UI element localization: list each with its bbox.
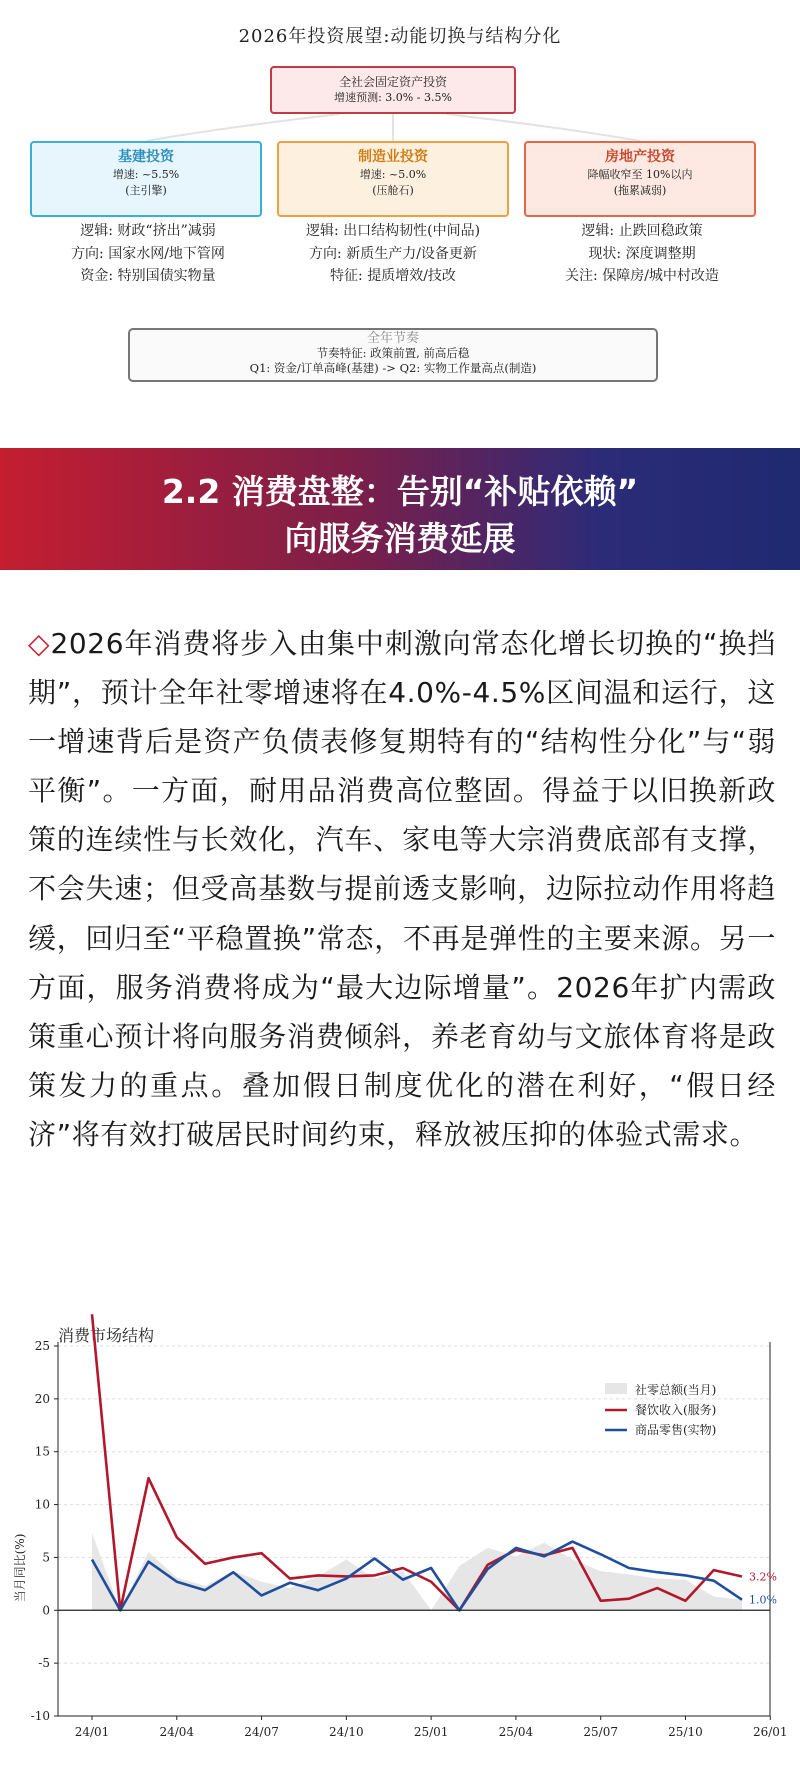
x-tick-label: 24/07 — [244, 1725, 279, 1739]
diagram-title: 2026年投资展望:动能切换与结构分化 — [238, 26, 562, 47]
x-tick-label: 25/10 — [668, 1725, 703, 1739]
total-investment-box — [270, 66, 516, 114]
x-tick-label: 24/10 — [329, 1725, 364, 1739]
infrastructure-role: (主引擎) — [125, 184, 167, 197]
x-tick-label: 26/01 — [752, 1725, 788, 1739]
note-line: 方向: 国家水网/地下管网 — [71, 245, 225, 262]
y-tick-label: 20 — [34, 1391, 50, 1406]
note-line: 逻辑: 出口结构韧性(中间品) — [305, 223, 481, 239]
total-investment-title: 全社会固定资产投资 — [338, 75, 447, 89]
manufacturing-notes — [263, 220, 523, 288]
infrastructure-growth: 增速: ~5.5% — [112, 168, 180, 181]
real-estate-title: 房地产投资 — [605, 149, 675, 165]
section-banner — [0, 448, 800, 570]
real-estate-notes — [512, 220, 772, 288]
chart-legend — [605, 1382, 716, 1437]
real-estate-box — [524, 141, 756, 217]
real-estate-role: (拖累减弱) — [613, 184, 667, 197]
note-line: 特征: 提质增效/技改 — [330, 268, 456, 284]
note-line: 现状: 深度调整期 — [588, 245, 696, 262]
y-tick-label: -10 — [30, 1709, 50, 1723]
body-paragraph — [28, 619, 776, 1159]
infrastructure-title: 基建投资 — [118, 149, 174, 165]
body-paragraph-text: 2026年消费将步入由集中刺激向常态化增长切换的“换挡期”，预计全年社零增速将在4.0%-4.5%区间温和运行，这一增速背后是资产负债表修复期特有的“结构性分化”与“弱平衡”。一方面，耐用品消费高位整固。得益于以旧换新政策的连续性与长效化，汽车、家电等大宗消费底部有支撑，不会失速；但受高基数与提前透支影响，边际拉动作用将趋缓，回归至“平稳置换”常态，不再是弹性的主要来源。另一方面，服务消费将成为“最大边际增量”。2026年扩内需政策重心预计将向服务消费倾斜，养老育幼与文旅体育将是政策发力的重点。叠加假日制度优化的潜在利好，“假日经济”将有效打破居民时间约束，释放被压抑的体验式需求。 — [28, 627, 776, 1151]
y-tick-label: 10 — [34, 1497, 50, 1512]
diamond-bullet-icon: ◇ — [28, 627, 51, 660]
chart-end-labels — [749, 1570, 777, 1606]
y-tick-label: 15 — [34, 1444, 50, 1459]
end-value-label: 1.0% — [749, 1593, 777, 1607]
manufacturing-growth: 增速: ~5.0% — [359, 168, 427, 181]
x-tick-label: 25/07 — [583, 1725, 618, 1739]
legend-label: 商品零售(实物) — [635, 1423, 717, 1437]
infrastructure-box — [30, 141, 262, 217]
y-tick-label: 5 — [42, 1550, 50, 1565]
real-estate-growth: 降幅收窄至 10%以内 — [587, 168, 693, 181]
note-line: 方向: 新质生产力/设备更新 — [309, 245, 477, 262]
y-tick-label: 25 — [34, 1339, 50, 1353]
note-line: 逻辑: 财政“挤出”减弱 — [80, 223, 216, 239]
chart-grid — [58, 1346, 770, 1716]
annual-rhythm-feature: 节奏特征: 政策前置, 前高后稳 — [316, 346, 470, 360]
annual-rhythm-title: 全年节奏 — [366, 331, 419, 346]
chart-line-series — [92, 1314, 742, 1610]
x-tick-label: 25/01 — [413, 1725, 449, 1739]
section-heading-line2: 向服务消费延展 — [284, 519, 516, 558]
y-tick-label: -5 — [38, 1656, 50, 1671]
legend-label: 社零总额(当月) — [635, 1383, 717, 1397]
y-tick-label: 0 — [42, 1603, 50, 1618]
legend-label: 餐饮收入(服务) — [635, 1403, 717, 1417]
consumer-market-chart — [0, 1300, 800, 1779]
manufacturing-title: 制造业投资 — [358, 149, 428, 165]
annual-rhythm-quarters: Q1: 资金/订单高峰(基建) -> Q2: 实物工作量高点(制造) — [249, 361, 537, 375]
end-value-label: 3.2% — [749, 1570, 777, 1584]
investment-outlook-diagram — [0, 0, 800, 440]
note-line: 逻辑: 止跌回稳政策 — [581, 223, 703, 239]
manufacturing-box — [277, 141, 509, 217]
x-tick-label: 25/04 — [498, 1725, 534, 1739]
legend-swatch — [605, 1383, 627, 1394]
series-area-0 — [92, 1533, 742, 1610]
chart-area-series — [92, 1533, 742, 1610]
total-investment-forecast: 增速预测: 3.0% - 3.5% — [334, 91, 452, 104]
infrastructure-notes — [18, 220, 278, 288]
manufacturing-role: (压舱石) — [372, 184, 414, 197]
series-line-1 — [92, 1314, 742, 1610]
x-tick-label: 24/04 — [159, 1725, 195, 1739]
note-line: 关注: 保障房/城中村改造 — [565, 268, 719, 284]
annual-rhythm-box — [128, 328, 658, 382]
note-line: 资金: 特别国债实物量 — [80, 268, 216, 284]
chart-title: 消费市场结构 — [58, 1326, 155, 1345]
section-heading-line1: 2.2 消费盘整：告别“补贴依赖” — [161, 472, 639, 511]
x-tick-label: 24/01 — [74, 1725, 110, 1739]
y-axis-label: 当月同比(%) — [13, 1533, 27, 1603]
